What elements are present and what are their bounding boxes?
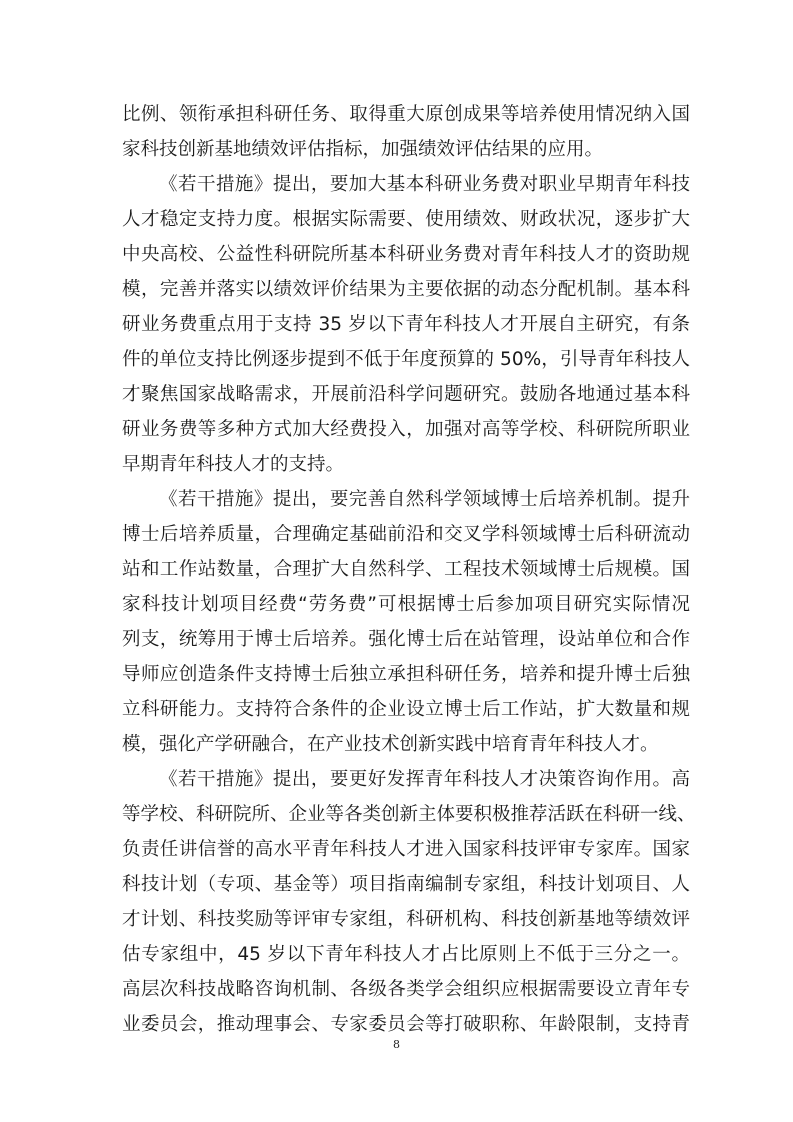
paragraph bbox=[122, 97, 690, 167]
text-line: 估专家组中，45 岁以下青年科技人才占比原则上不低于三分之一。 bbox=[122, 944, 690, 965]
text-line: 研业务费重点用于支持 35 岁以下青年科技人才开展自主研究，有条 bbox=[122, 314, 690, 335]
text-line: 博士后培养质量，合理确定基础前沿和交叉学科领域博士后科研流动 bbox=[122, 524, 690, 545]
text-line: 导师应创造条件支持博士后独立承担科研任务，培养和提升博士后独 bbox=[122, 664, 690, 685]
text-line: 家科技计划项目经费“劳务费”可根据博士后参加项目研究实际情况 bbox=[122, 594, 690, 615]
text-line: 列支，统筹用于博士后培养。强化博士后在站管理，设站单位和合作 bbox=[122, 629, 690, 650]
text-line: 《若干措施》提出，要加大基本科研业务费对职业早期青年科技 bbox=[159, 174, 690, 195]
text-line: 早期青年科技人才的支持。 bbox=[122, 454, 345, 475]
text-line: 家科技创新基地绩效评估指标，加强绩效评估结果的应用。 bbox=[122, 139, 604, 160]
text-line: 人才稳定支持力度。根据实际需要、使用绩效、财政状况，逐步扩大 bbox=[122, 209, 690, 230]
body-text bbox=[122, 97, 696, 1042]
paragraph bbox=[122, 167, 690, 482]
text-line: 件的单位支持比例逐步提到不低于年度预算的 50%，引导青年科技人 bbox=[122, 349, 690, 370]
text-line: 比例、领衔承担科研任务、取得重大原创成果等培养使用情况纳入国 bbox=[122, 104, 690, 125]
paragraph bbox=[122, 762, 696, 1042]
text-line: 才计划、科技奖励等评审专家组，科研机构、科技创新基地等绩效评 bbox=[122, 909, 690, 930]
text-line: 中央高校、公益性科研院所基本科研业务费对青年科技人才的资助规 bbox=[122, 244, 690, 265]
text-line: 业委员会，推动理事会、专家委员会等打破职称、年龄限制，支持青 bbox=[122, 1014, 690, 1035]
text-line: 负责任讲信誉的高水平青年科技人才进入国家科技评审专家库。国家 bbox=[122, 839, 690, 860]
text-line: 才聚焦国家战略需求，开展前沿科学问题研究。鼓励各地通过基本科 bbox=[122, 384, 690, 405]
page-number: 8 bbox=[393, 1038, 400, 1051]
text-line: 高层次科技战略咨询机制、各级各类学会组织应根据需要设立青年专 bbox=[122, 979, 690, 1000]
text-line: 《若干措施》提出，要更好发挥青年科技人才决策咨询作用。高 bbox=[159, 769, 690, 790]
text-line: 研业务费等多种方式加大经费投入，加强对高等学校、科研院所职业 bbox=[122, 419, 690, 440]
text-line: 等学校、科研院所、企业等各类创新主体要积极推荐活跃在科研一线、 bbox=[122, 804, 696, 825]
text-line: 立科研能力。支持符合条件的企业设立博士后工作站，扩大数量和规 bbox=[122, 699, 690, 720]
text-line: 模，完善并落实以绩效评价结果为主要依据的动态分配机制。基本科 bbox=[122, 279, 690, 300]
text-line: 站和工作站数量，合理扩大自然科学、工程技术领域博士后规模。国 bbox=[122, 559, 690, 580]
text-line: 《若干措施》提出，要完善自然科学领域博士后培养机制。提升 bbox=[159, 489, 690, 510]
text-line: 科技计划（专项、基金等）项目指南编制专家组，科技计划项目、人 bbox=[122, 874, 690, 895]
paragraph bbox=[122, 482, 690, 762]
text-line: 模，强化产学研融合，在产业技术创新实践中培育青年科技人才。 bbox=[122, 734, 659, 755]
